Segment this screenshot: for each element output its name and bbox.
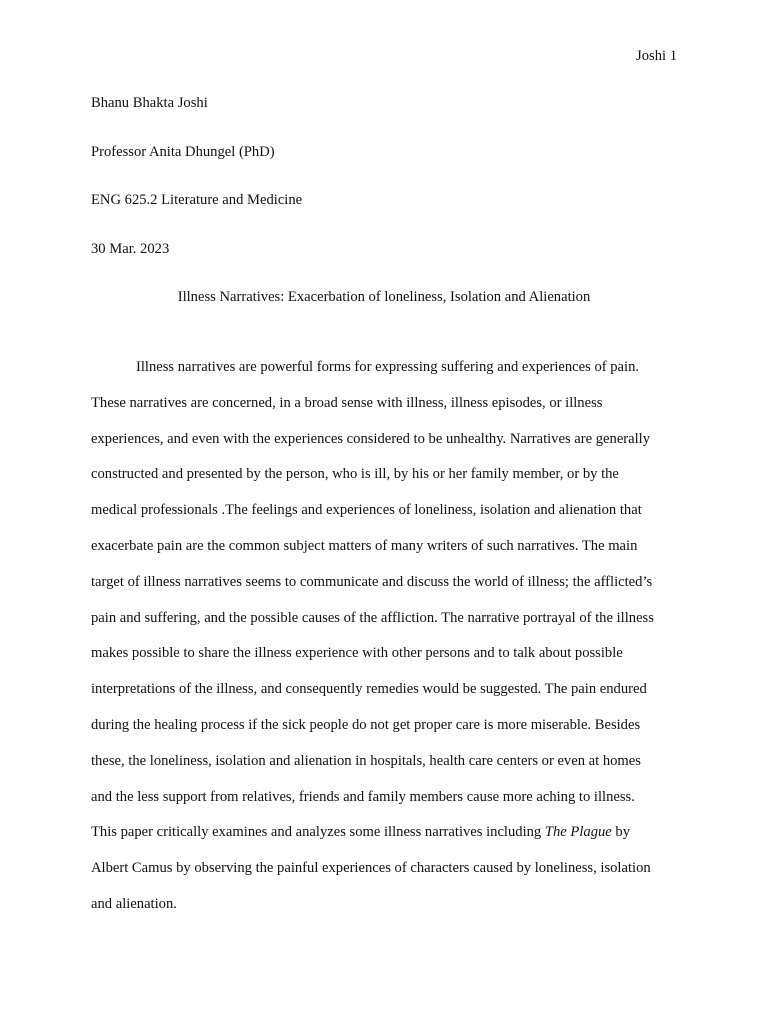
- professor-name: Professor Anita Dhungel (PhD): [91, 144, 275, 160]
- paragraph-line: interpretations of the illness, and consequently remedies would be suggested. The pain endured: [91, 681, 647, 698]
- paragraph-line: constructed and presented by the person, who is ill, by his or her family member, or by the: [91, 466, 619, 483]
- book-title-italic: The Plague: [544, 824, 612, 841]
- paper-title: Illness Narratives: Exacerbation of loneliness, Isolation and Alienation: [177, 289, 591, 305]
- paragraph-line: experiences, and even with the experiences considered to be unhealthy. Narratives are generally: [91, 430, 651, 447]
- paragraph-line: These narratives are concerned, in a broad sense with illness, illness episodes, or illness: [91, 394, 603, 411]
- paragraph-line: makes possible to share the illness experience with other persons and to talk about possible: [91, 645, 623, 662]
- paragraph-text: by: [611, 824, 631, 841]
- paragraph-line: Albert Camus by observing the painful experiences of characters caused by loneliness, isolation: [91, 860, 651, 877]
- paper-date: 30 Mar. 2023: [91, 241, 170, 257]
- paragraph-line: and alienation.: [91, 895, 177, 912]
- paragraph-line: target of illness narratives seems to communicate and discuss the world of illness; the afflicted’s: [91, 573, 653, 590]
- course-name: ENG 625.2 Literature and Medicine: [91, 192, 303, 208]
- paragraph-line: during the healing process if the sick people do not get proper care is more miserable. Besides: [91, 716, 641, 733]
- running-head: Joshi 1: [636, 48, 677, 64]
- paragraph-line: pain and suffering, and the possible causes of the affliction. The narrative portrayal of the illness: [91, 609, 654, 626]
- paragraph-text: This paper critically examines and analyzes some illness narratives including: [91, 824, 545, 841]
- paragraph-line: medical professionals .The feelings and experiences of loneliness, isolation and alienation that: [91, 502, 642, 519]
- paragraph-line: and the less support from relatives, friends and family members cause more aching to illness.: [91, 788, 635, 805]
- paragraph-line: these, the loneliness, isolation and alienation in hospitals, health care centers or even at homes: [91, 752, 641, 769]
- paragraph-line: Illness narratives are powerful forms for expressing suffering and experiences of pain.: [136, 359, 640, 375]
- author-name: Bhanu Bhakta Joshi: [91, 95, 208, 111]
- body-paragraph: [91, 350, 683, 923]
- paragraph-line: [91, 815, 683, 851]
- paragraph-line: exacerbate pain are the common subject matters of many writers of such narratives. The main: [91, 537, 638, 554]
